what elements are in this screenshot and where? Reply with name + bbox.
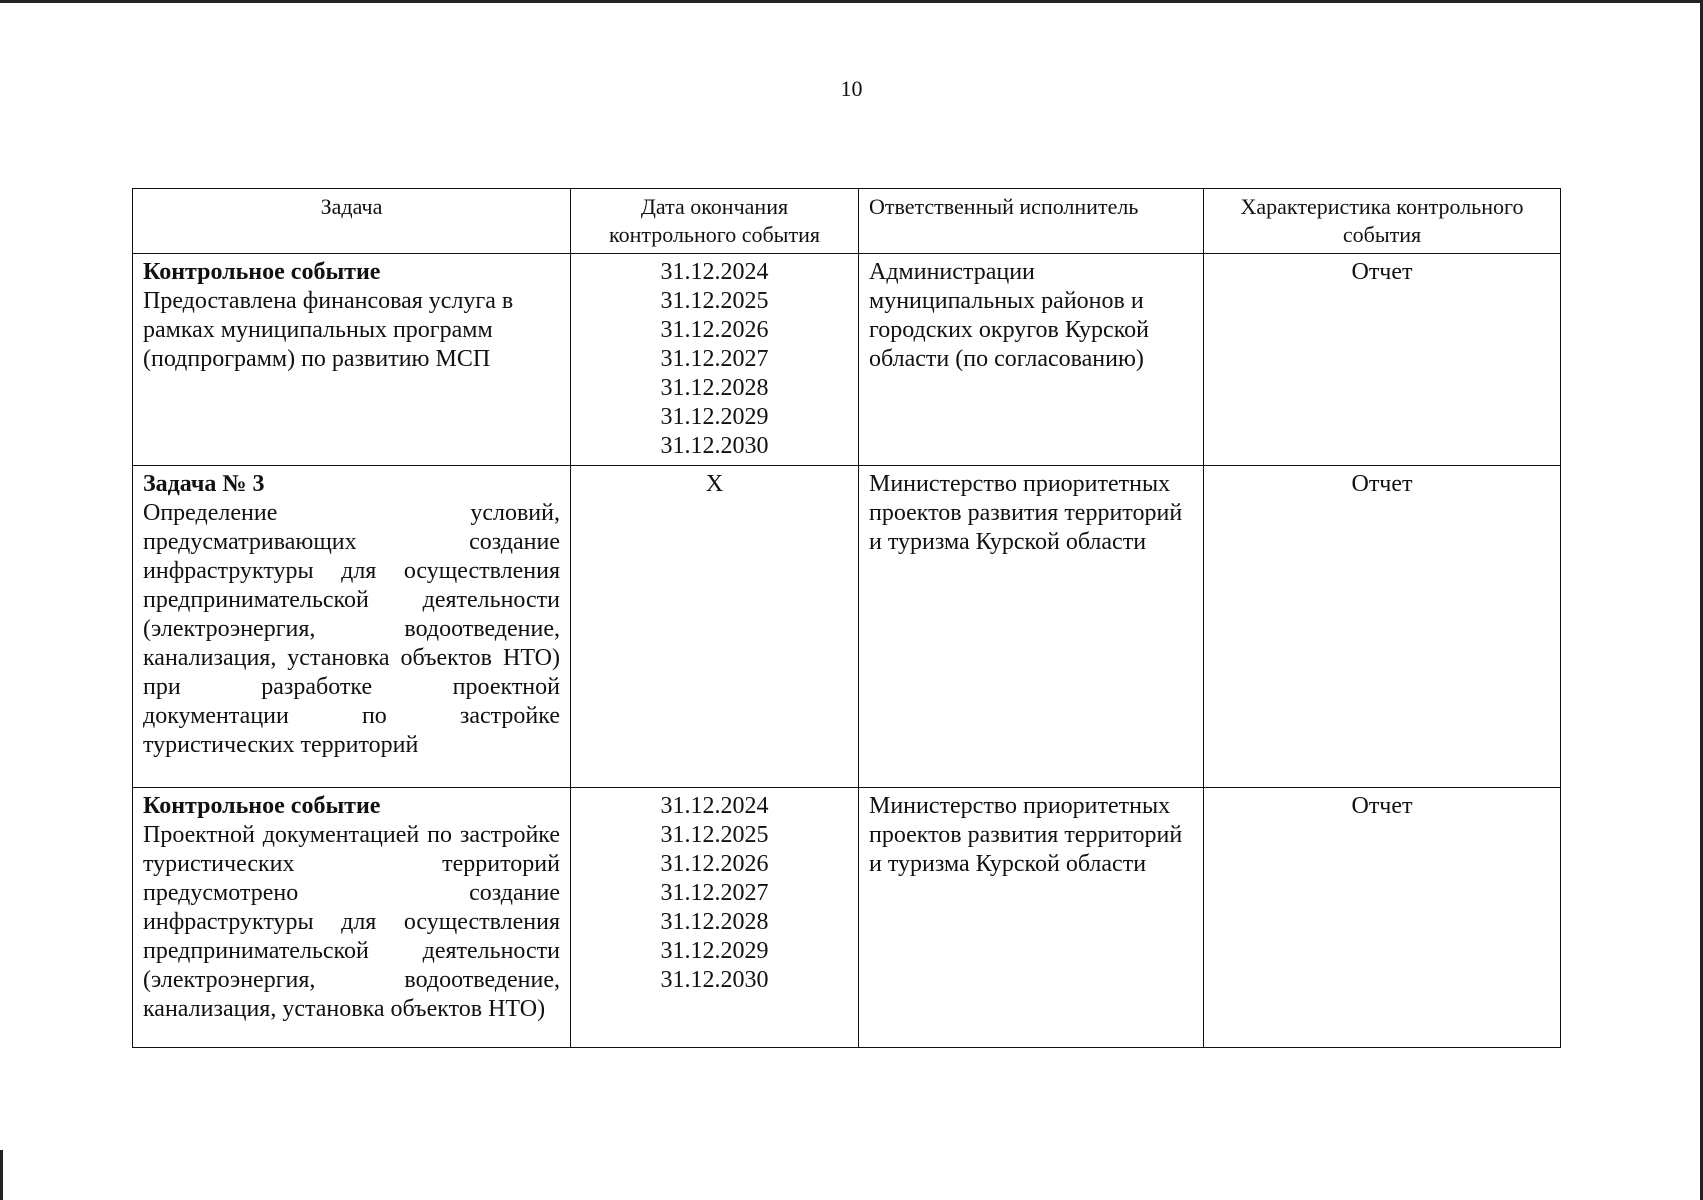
date-item: X	[705, 471, 724, 497]
date-item: 31.12.2027	[660, 880, 769, 906]
dates-cell	[571, 788, 859, 1048]
task-title: Контрольное событие	[143, 259, 381, 285]
responsible-cell: Министерство приоритетных проектов развития территорий и туризма Курской области	[859, 466, 1204, 788]
date-item: 31.12.2029	[660, 938, 769, 964]
task-cell	[133, 788, 571, 1048]
dates-cell	[571, 466, 859, 788]
date-item: 31.12.2028	[660, 375, 769, 401]
task-title: Задача № 3	[143, 471, 265, 497]
task-text: Предоставлена финансовая услуга в рамках муниципальных программ (подпрограмм) по развитию МСП	[143, 288, 514, 372]
date-item: 31.12.2027	[660, 346, 769, 372]
task-title: Контрольное событие	[143, 793, 381, 819]
date-item: 31.12.2028	[660, 909, 769, 935]
task-text: Определение условий, предусматривающих создание инфраструктуры для осуществления предпринимательской деятельности (электроэнергия, водоотведение, канализация, установка объектов НТО) при разработке проектной документации по застройке туристических территорий	[143, 500, 560, 758]
page-number: 10	[840, 76, 863, 101]
header-task: Задача	[133, 189, 571, 254]
characteristic-cell: Отчет	[1204, 466, 1561, 788]
scan-edge-left	[0, 1150, 3, 1200]
header-date: Дата окончания контрольного события	[571, 189, 859, 254]
date-item: 31.12.2030	[660, 967, 769, 993]
responsible-cell: Министерство приоритетных проектов развития территорий и туризма Курской области	[859, 788, 1204, 1048]
header-responsible: Ответственный исполнитель	[859, 189, 1204, 254]
date-item: 31.12.2030	[660, 433, 769, 459]
date-item: 31.12.2026	[660, 317, 769, 343]
dates-cell	[571, 254, 859, 466]
task-cell	[133, 254, 571, 466]
table-row	[133, 254, 1561, 466]
control-events-table	[132, 188, 1561, 1048]
task-cell	[133, 466, 571, 788]
date-item: 31.12.2024	[660, 259, 769, 285]
table-row	[133, 466, 1561, 788]
scan-edge-top	[0, 0, 1703, 3]
characteristic-cell: Отчет	[1204, 788, 1561, 1048]
date-item: 31.12.2025	[660, 288, 769, 314]
header-characteristic: Характеристика контрольного события	[1204, 189, 1561, 254]
date-item: 31.12.2024	[660, 793, 769, 819]
date-item: 31.12.2026	[660, 851, 769, 877]
date-item: 31.12.2025	[660, 822, 769, 848]
characteristic-cell: Отчет	[1204, 254, 1561, 466]
task-text: Проектной документацией по застройке туристических территорий предусмотрено создание инфраструктуры для осуществления предпринимательской деятельности (электроэнергия, водоотведение, канализация, установка объектов НТО)	[143, 822, 560, 1022]
date-item: 31.12.2029	[660, 404, 769, 430]
table-row	[133, 788, 1561, 1048]
responsible-cell: Администрации муниципальных районов и городских округов Курской области (по согласованию)	[859, 254, 1204, 466]
table-header-row	[133, 189, 1561, 254]
